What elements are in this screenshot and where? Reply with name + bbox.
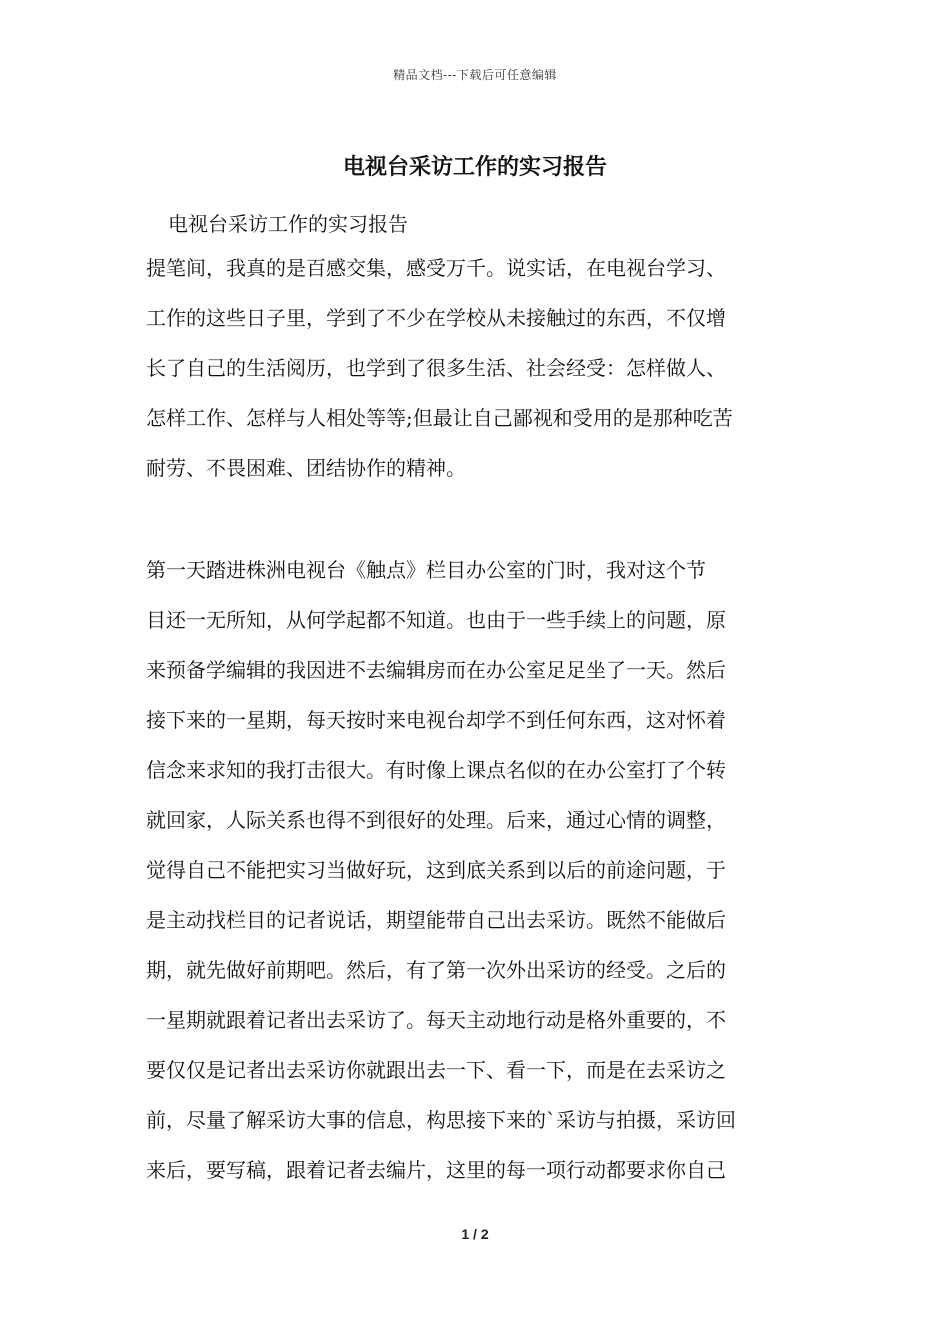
paragraph-line: 怎样工作、怎样与人相处等等;但最让自己鄙视和受用的是那种吃苦 bbox=[146, 406, 733, 430]
paragraph-line: 期，就先做好前期吧。然后，有了第一次外出采访的经受。之后的 bbox=[146, 958, 726, 982]
paragraph-line: 前，尽量了解采访大事的信息，构思接下来的`采访与拍摄，采访回 bbox=[146, 1108, 736, 1132]
document-subtitle: 电视台采访工作的实习报告 bbox=[168, 212, 408, 236]
paragraph-2 bbox=[146, 545, 816, 1195]
paragraph-line: 目还一无所知，从何学起都不知道。也由于一些手续上的问题，原 bbox=[146, 608, 726, 632]
page-header: 精品文档---下载后可任意编辑 bbox=[393, 68, 557, 82]
paragraph-line: 是主动找栏目的记者说话，期望能带自己出去采访。既然不能做后 bbox=[146, 908, 726, 932]
paragraph-line: 就回家，人际关系也得不到很好的处理。后来，通过心情的调整， bbox=[146, 808, 726, 832]
paragraph-line: 信念来求知的我打击很大。有时像上课点名似的在办公室打了个转 bbox=[146, 758, 726, 782]
paragraph-line: 接下来的一星期，每天按时来电视台却学不到任何东西，这对怀着 bbox=[146, 708, 726, 732]
paragraph-line: 耐劳、不畏困难、团结协作的精神。 bbox=[146, 456, 466, 480]
paragraph-line: 工作的这些日子里，学到了不少在学校从未接触过的东西，不仅增 bbox=[146, 306, 726, 330]
paragraph-1 bbox=[146, 243, 816, 493]
paragraph-line: 要仅仅是记者出去采访你就跟出去一下、看一下，而是在去采访之 bbox=[146, 1058, 726, 1082]
paragraph-line: 来预备学编辑的我因进不去编辑房而在办公室足足坐了一天。然后 bbox=[146, 658, 726, 682]
page-number: 1 / 2 bbox=[461, 1226, 489, 1242]
paragraph-line: 来后，要写稿，跟着记者去编片，这里的每一项行动都要求你自己 bbox=[146, 1158, 726, 1182]
paragraph-line: 第一天踏进株洲电视台《触点》栏目办公室的门时，我对这个节 bbox=[146, 558, 706, 582]
paragraph-line: 提笔间，我真的是百感交集，感受万千。说实话，在电视台学习、 bbox=[146, 256, 726, 280]
paragraph-line: 长了自己的生活阅历，也学到了很多生活、社会经受：怎样做人、 bbox=[146, 356, 726, 380]
document-title: 电视台采访工作的实习报告 bbox=[342, 154, 607, 180]
paragraph-line: 一星期就跟着记者出去采访了。每天主动地行动是格外重要的，不 bbox=[146, 1008, 726, 1032]
paragraph-line: 觉得自己不能把实习当做好玩，这到底关系到以后的前途问题，于 bbox=[146, 858, 726, 882]
